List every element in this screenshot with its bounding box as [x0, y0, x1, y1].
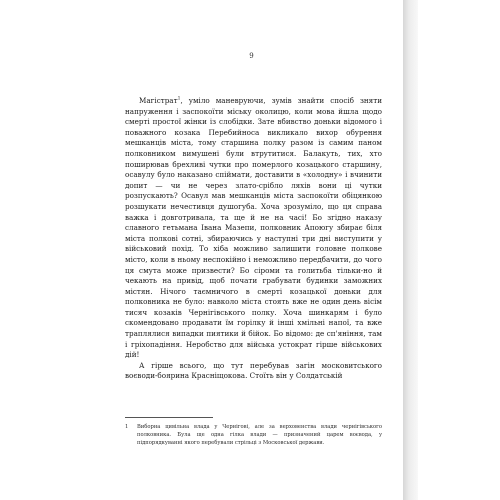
- body-text: [125, 96, 382, 382]
- book-page: [100, 0, 403, 500]
- paragraph-1: [125, 96, 382, 361]
- paragraph-1-start: Магістрат: [139, 96, 178, 105]
- footnote-divider: [125, 417, 213, 418]
- page-number: 9: [249, 52, 254, 60]
- footnote-text: Виборна цивільна влада у Чернігові, але за верховенства влади чернігівського полковника. Була ще одна гілка влади — призначений царем воєвода, у підпорядкуванні якого перебували стрільці з Московської держави.: [137, 424, 382, 446]
- footnote-mark: 1: [125, 424, 129, 430]
- page-edge-shadow: [403, 0, 418, 500]
- footnote: [125, 424, 382, 447]
- paragraph-2: [125, 361, 382, 382]
- paragraph-2-text: А гірше всього, що тут перебував загін московитського воєводи-боярина Красніщокова. Стоїть він у Солдатській: [125, 360, 382, 381]
- footnote-reference: 1: [177, 96, 181, 102]
- paragraph-1-rest: , уміло маневруючи, зумів знайти спосіб зняти напруження і заспокоїти міську околицю, коли мова йшла щодо смерті простої жінки із слобідки. Зате вбивство доньки відомого і поважного козака Перебийноса викликало вихор обурення мешканців міста, тому старшина полку разом із самим паном полковником вимушені були втрутитися. Балакуть, тих, хто поширював брехливі чутки про померлого козацького старшину, осавулу було наказано спіймати, доставити в «холодну» і вчинити допит — чи не через злато-срібло ляхів вони ці чутки розпускають? Осавул мав мешканців міста заспокоїти обіцянкою розшукати нечестивця душогуба. Хоча зрозуміло, що ця справа важка і довготривала, та ще й не на часі! Бо згідно наказу славного гетьмана Івана Мазепи, полковник Апоюгу збирає біля міста полкові сотні, збираючись у наступні три дні виступити у військовий похід. То хіба можливо залишити головне полкове місто, коли в ньому неспокійно і неможливо передбачити, до чого ця смута може призвести? Бо сіроми та голитьба тільки-но й чекають на привід, щоб почати грабувати будинки заможних містян. Нічого таємничого в смерті козацької доньки для полковника не було: навколо міста стоять вже не один день вісім тисяч козаків Чернігівського полку. Хоча шинкарям і було скомендовано продавати їм горілку й інші хмільні напої, та вже траплялися випадки пиятики й бійок. Бо відомо: де сп'яніння, там і гріхопадіння. Неробство для війська устократ гірше військових дій!: [125, 96, 382, 360]
